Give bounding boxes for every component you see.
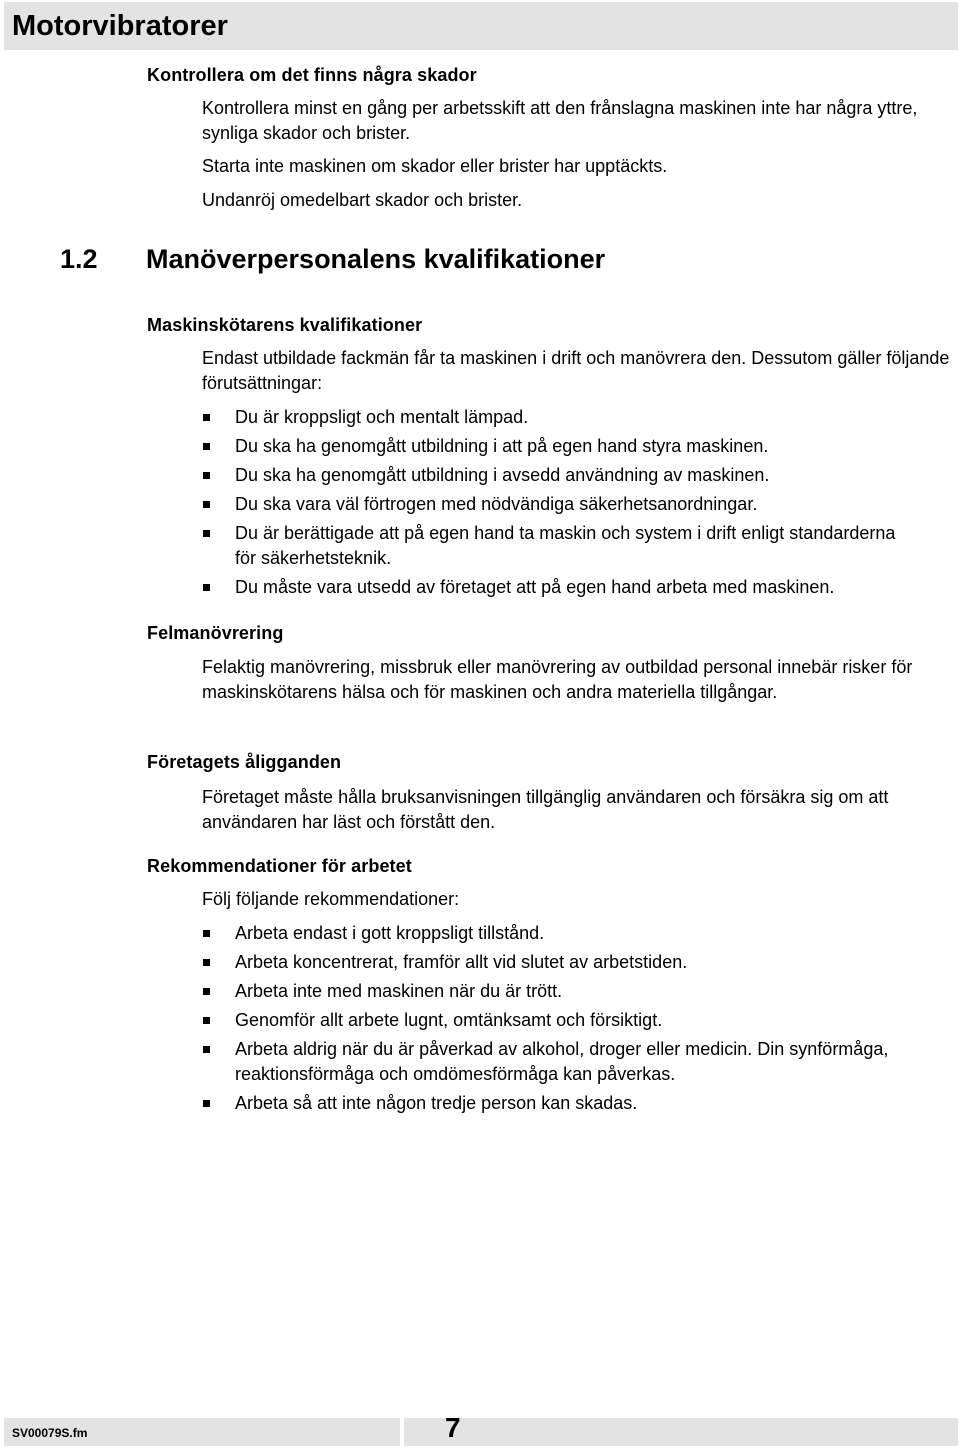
list-item: Du ska ha genomgått utbildning i att på egen hand styra maskinen. [202, 434, 954, 459]
list-item: Du ska vara väl förtrogen med nödvändiga säkerhetsanordningar. [202, 492, 954, 517]
qualifications-intro: Endast utbildade fackmän får ta maskinen i drift och manövrera den. Dessutom gäller följande förutsättningar: [202, 348, 950, 393]
bullet-icon [203, 530, 210, 537]
bullet-icon [203, 959, 210, 966]
bullet-icon [203, 1017, 210, 1024]
footer-filename: SV00079S.fm [12, 1426, 88, 1440]
page-number: 7 [445, 1412, 461, 1443]
bullet-icon [203, 414, 210, 421]
recommendations-list [202, 921, 954, 1116]
section-number: 1.2 [60, 244, 98, 274]
bullet-icon [203, 443, 210, 450]
qualifications-heading: Maskinskötarens kvalifikationer [147, 315, 423, 335]
list-item: Du ska ha genomgått utbildning i avsedd användning av maskinen. [202, 463, 954, 488]
footer-right-band [404, 1418, 958, 1446]
list-item: Du är berättigade att på egen hand ta maskin och system i drift enligt standarderna för säkerhetsteknik. [202, 521, 915, 571]
bullet-icon [203, 501, 210, 508]
page-title: Motorvibratorer [12, 10, 228, 42]
section-title: Manöverpersonalens kvalifikationer [146, 244, 606, 274]
list-item: Du måste vara utsedd av företaget att på egen hand arbeta med maskinen. [202, 575, 954, 600]
recommendations-intro: Följ följande rekommendationer: [202, 889, 460, 909]
list-item: Du är kroppsligt och mentalt lämpad. [202, 405, 954, 430]
misuse-heading: Felmanövrering [147, 623, 284, 643]
damage-paragraph-3: Undanröj omedelbart skador och brister. [202, 190, 523, 210]
bullet-icon [203, 584, 210, 591]
list-item: Arbeta koncentrerat, framför allt vid slutet av arbetstiden. [202, 950, 954, 975]
list-item: Arbeta så att inte någon tredje person kan skadas. [202, 1091, 954, 1116]
damage-check-heading: Kontrollera om det finns några skador [147, 65, 477, 85]
section-heading [60, 244, 605, 275]
obligations-text: Företaget måste hålla bruksanvisningen tillgänglig användaren och försäkra sig om att användaren har läst och förstått den. [202, 787, 889, 832]
bullet-icon [203, 988, 210, 995]
misuse-text: Felaktig manövrering, missbruk eller manövrering av outbildad personal innebär risker för maskinskötarens hälsa och för maskinen och andra materiella tillgångar. [202, 657, 913, 702]
list-item: Arbeta inte med maskinen när du är trött. [202, 979, 954, 1004]
damage-paragraph-2: Starta inte maskinen om skador eller brister har upptäckts. [202, 156, 668, 176]
list-item: Genomför allt arbete lugnt, omtänksamt och försiktigt. [202, 1008, 954, 1033]
bullet-icon [203, 472, 210, 479]
list-item: Arbeta aldrig när du är påverkad av alkohol, droger eller medicin. Din synförmåga, reaktionsförmåga och omdömesförmåga kan påverkas. [202, 1037, 925, 1087]
bullet-icon [203, 1100, 210, 1107]
obligations-heading: Företagets åligganden [147, 752, 342, 772]
bullet-icon [203, 930, 210, 937]
list-item: Arbeta endast i gott kroppsligt tillstånd. [202, 921, 954, 946]
recommendations-heading: Rekommendationer för arbetet [147, 856, 412, 876]
bullet-icon [203, 1046, 210, 1053]
damage-paragraph-1: Kontrollera minst en gång per arbetsskift att den frånslagna maskinen inte har några yttre, synliga skador och brister. [202, 98, 918, 143]
qualifications-list [202, 405, 954, 600]
